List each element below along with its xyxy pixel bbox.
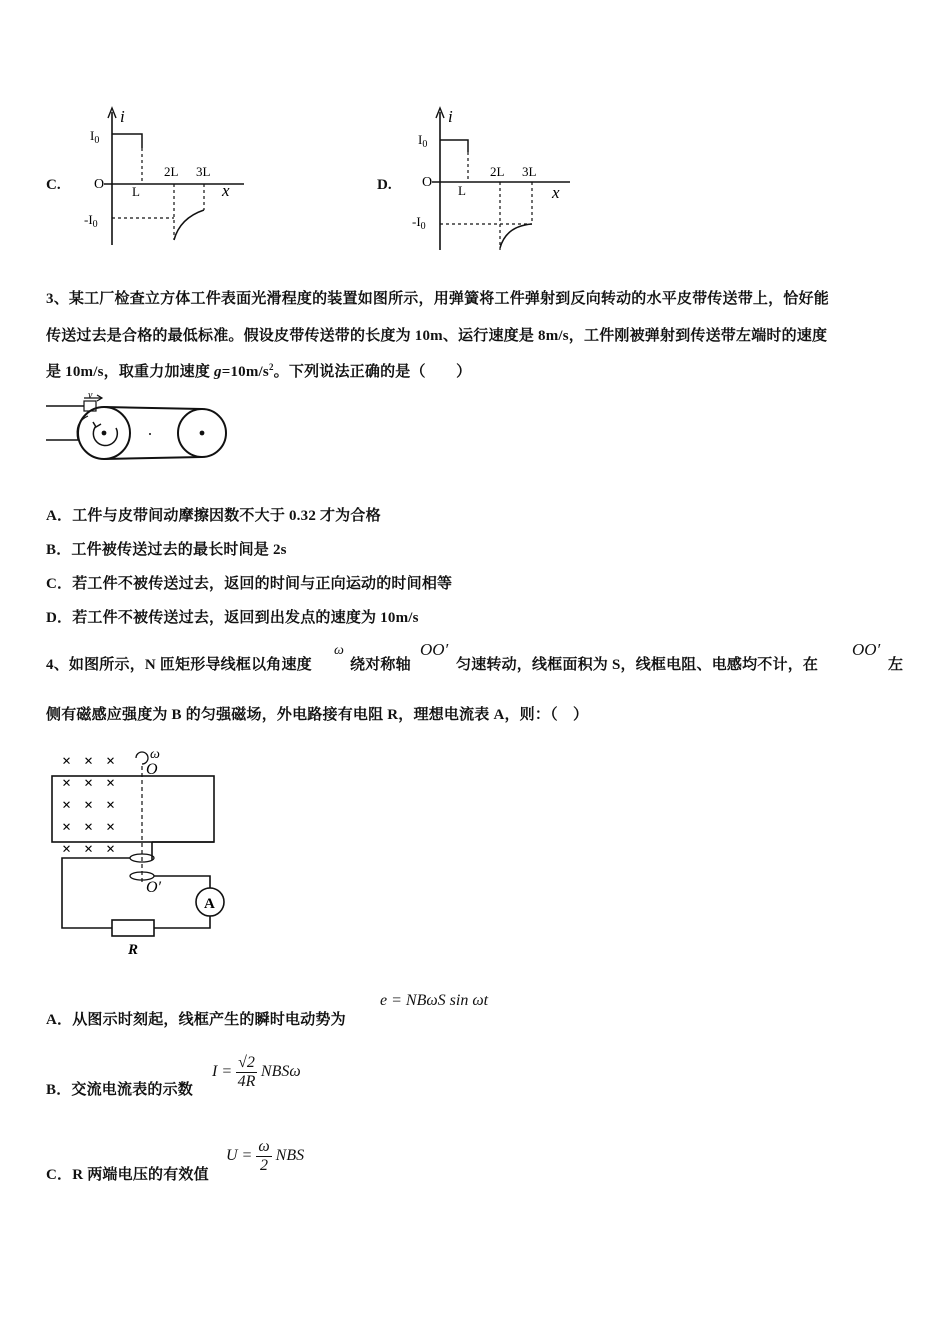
origin-label: O xyxy=(94,177,105,192)
tick-2l: 2L xyxy=(164,164,179,179)
current-curve xyxy=(174,210,204,240)
q3-option-a: A．工件与皮带间动摩擦因数不大于 0.32 才为合格 xyxy=(46,508,381,524)
resistor-label: R xyxy=(128,942,139,958)
tick-3l: 3L xyxy=(522,164,537,179)
q4-option-b-formula: I = $\frac{√2}{4R}$ NBSω xyxy=(212,1054,301,1090)
axis-x-label: x xyxy=(222,181,230,200)
q3-line2: 传送过去是合格的最低标准。假设皮带传送带的长度为 10m、运行速度是 8m/s，工件刚被弹射到传送带左端时的速度 xyxy=(46,328,828,344)
svg-text:×: × xyxy=(62,841,72,858)
q4-line2: 侧有磁感应强度为 B 的匀强磁场，外电路接有电阻 R，理想电流表 A，则：（ ） xyxy=(46,707,589,723)
tick-3l: 3L xyxy=(196,164,211,179)
svg-text:×: × xyxy=(106,775,116,792)
q3-option-c: C．若工件不被传送过去，返回的时间与正向运动的时间相等 xyxy=(46,576,453,592)
q4-line1-a: 4、如图所示，N 匝矩形导线框以角速度 xyxy=(46,657,312,673)
q3-line1: 3、某工厂检查立方体工件表面光滑程度的装置如图所示，用弹簧将工件弹射到反向转动的水平皮带传送带上，恰好能 xyxy=(46,291,829,307)
q4-axis-2: OO′ xyxy=(852,640,881,659)
resistor xyxy=(112,920,154,936)
rotation-arrow xyxy=(93,426,117,446)
ammeter-label: A xyxy=(204,896,215,912)
i0-label: $I_0$ xyxy=(418,132,428,150)
q4-option-a-formula: e = NBωS sin ωt xyxy=(380,992,489,1009)
q3-line3: 是 10m/s，取重力加速度 $g=10m/s^2$。下列说法正确的是（ ） xyxy=(46,362,472,380)
svg-text:×: × xyxy=(84,797,94,814)
q4-option-a-text: A．从图示时刻起，线框产生的瞬时电动势为 xyxy=(46,1012,346,1028)
svg-text:×: × xyxy=(106,797,116,814)
axis-i-label: i xyxy=(120,107,125,126)
tick-l: L xyxy=(458,183,466,198)
q4-option-c-formula: U = $\frac{\omega}{2}$ NBS xyxy=(226,1138,305,1174)
current-curve xyxy=(500,224,532,248)
q3-option-d: D．若工件不被传送过去，返回到出发点的速度为 10m/s xyxy=(46,610,419,626)
svg-text:×: × xyxy=(62,797,72,814)
q4-line1-d: 左 xyxy=(888,657,904,673)
svg-text:×: × xyxy=(106,841,116,858)
svg-text:×: × xyxy=(106,819,116,836)
q4-option-c-text: C．R 两端电压的有效值 xyxy=(46,1167,209,1183)
axis-x-label: x xyxy=(552,183,560,202)
origin-label: O xyxy=(422,175,433,190)
neg-i0-label: $-I_0$ xyxy=(412,214,426,232)
tick-2l: 2L xyxy=(490,164,505,179)
coil-frame xyxy=(52,776,214,842)
axis-i-label: i xyxy=(448,107,453,126)
conveyor-figure xyxy=(44,392,234,472)
q4-omega: ω xyxy=(334,643,344,658)
svg-text:×: × xyxy=(62,775,72,792)
q4-line1-b: 绕对称轴 xyxy=(350,657,411,673)
svg-text:×: × xyxy=(84,841,94,858)
graph-d xyxy=(412,100,582,260)
tick-l: L xyxy=(132,184,140,199)
q4-axis-1: OO′ xyxy=(420,640,449,659)
velocity-label: v xyxy=(88,390,93,401)
current-positive xyxy=(440,140,468,152)
q4-option-b-text: B．交流电流表的示数 xyxy=(46,1082,194,1098)
option-c-label: C. xyxy=(46,177,61,193)
i0-label: $I_0$ xyxy=(90,128,100,146)
coil-circuit-figure xyxy=(44,744,244,964)
svg-text:×: × xyxy=(84,753,94,770)
svg-text:×: × xyxy=(84,819,94,836)
option-d-label: D. xyxy=(377,177,392,193)
q3-option-b: B．工件被传送过去的最长时间是 2s xyxy=(46,542,287,558)
fig-o-top: O xyxy=(146,761,158,778)
current-positive xyxy=(112,134,142,148)
svg-text:×: × xyxy=(84,775,94,792)
svg-text:×: × xyxy=(62,753,72,770)
fig-omega: ω xyxy=(150,747,160,762)
neg-i0-label: $-I_0$ xyxy=(84,212,98,230)
graph-c xyxy=(84,100,254,260)
svg-text:×: × xyxy=(62,819,72,836)
q4-line1-c: 匀速转动，线框面积为 S，线框电阻、电感均不计，在 xyxy=(456,657,819,673)
fig-o-bottom: O′ xyxy=(146,879,162,896)
svg-text:×: × xyxy=(106,753,116,770)
